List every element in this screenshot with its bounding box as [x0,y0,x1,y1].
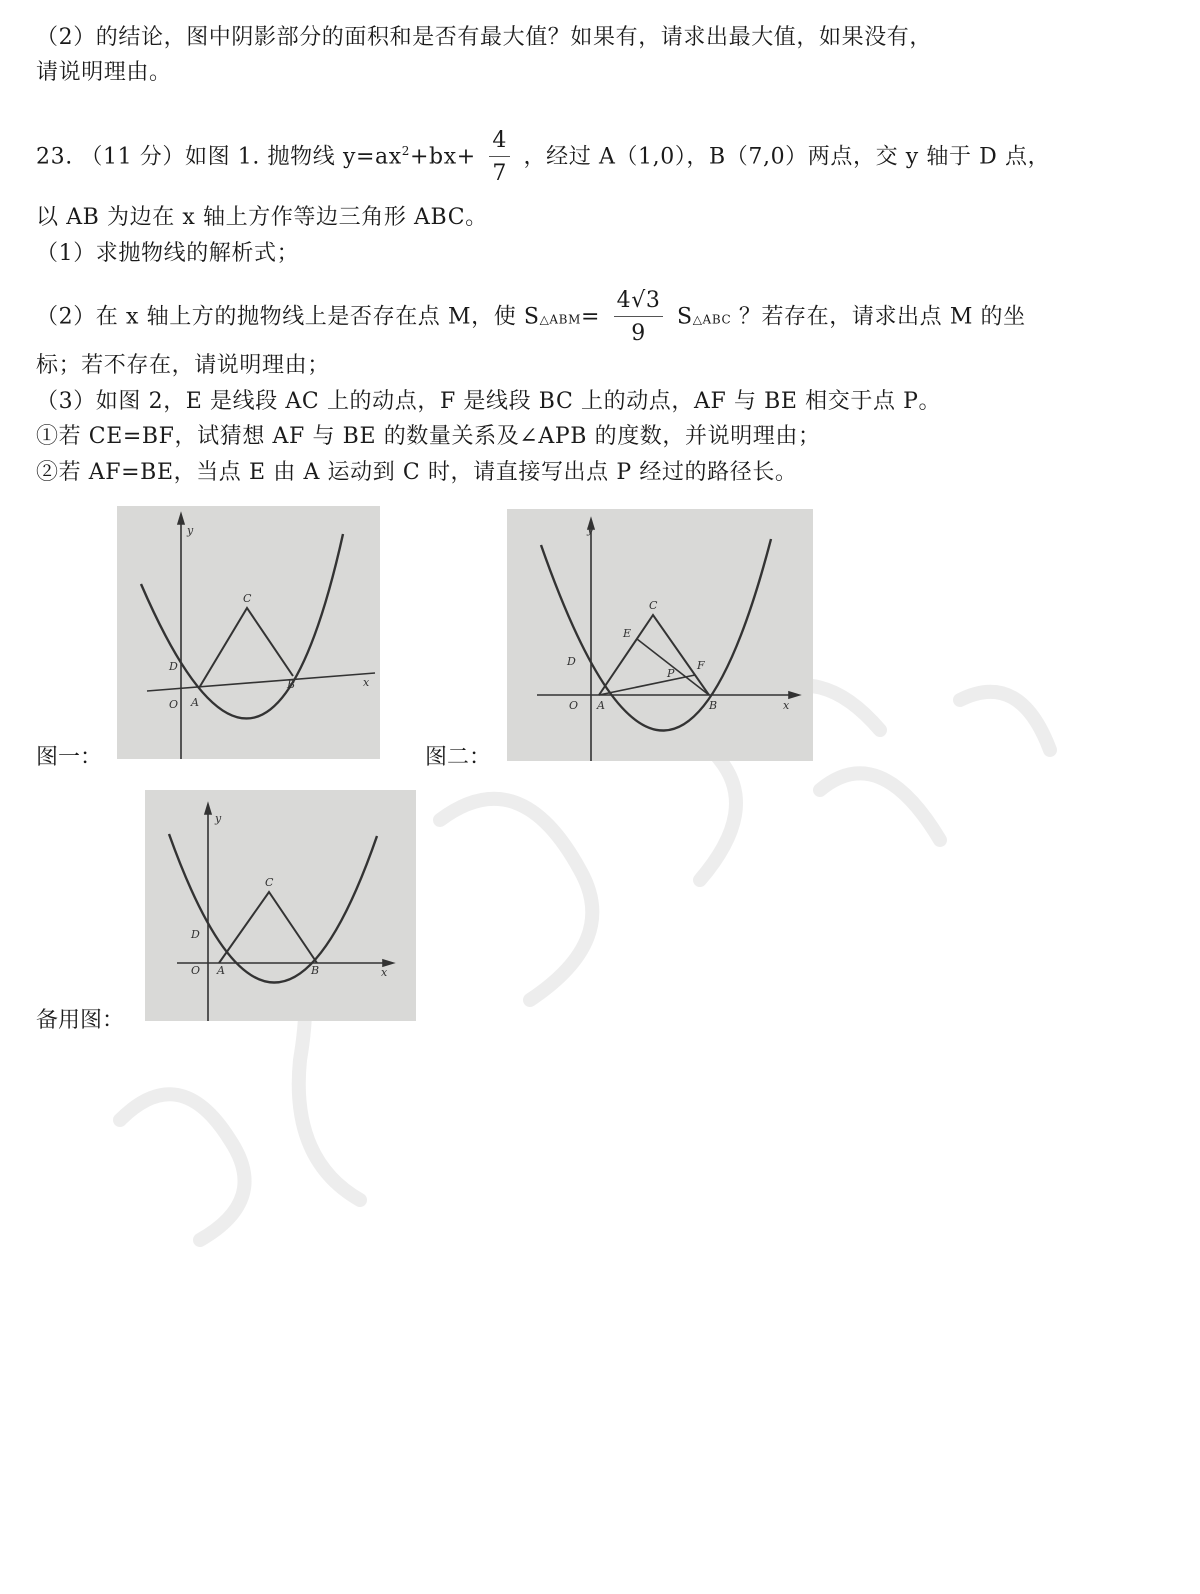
point-p-label: P [667,667,675,680]
spare-figure-caption: 备用图： [36,1008,125,1033]
question-23-mid: +bx+ [409,144,476,170]
fraction-numerator: 4√3 [614,290,664,317]
fraction-denominator: 7 [492,161,507,186]
y-axis-arrow-icon [205,804,211,814]
sub-question-2 [36,290,1026,345]
figure-2 [507,509,813,761]
y-axis-label: y [215,812,222,825]
x-axis-label: x [783,699,790,712]
segment-af [599,675,695,695]
sub-question-2-suffix: ？若存在，请求出点 M 的坐 [738,304,1026,330]
sub-question-3-part-1: ①若 CE=BF，试猜想 AF 与 BE 的数量关系及∠APB 的度数，并说明理由； [36,424,821,449]
point-d-label: D [169,660,178,673]
sub-question-2-prefix: （2）在 x 轴上方的抛物线上是否存在点 M，使 S [36,304,540,330]
exponent: 2 [401,144,410,159]
point-e-label: E [623,627,632,640]
y-axis-arrow-icon [178,514,184,524]
parabola [141,534,343,718]
question-23-prefix: 23. （11 分）如图 1. 抛物线 y=ax [36,144,402,170]
sub-question-3: （3）如图 2，E 是线段 AC 上的动点，F 是线段 BC 上的动点，AF 与 BE 相交于点 P。 [36,389,942,414]
point-c-label: C [649,599,658,612]
area-symbol: S [677,304,693,330]
point-c-label: C [243,592,252,605]
figure-1 [117,506,380,759]
equals-sign: = [580,304,601,330]
point-b-label: B [311,964,320,977]
sub-question-3-part-2: ②若 AF=BE，当点 E 由 A 运动到 C 时，请直接写出点 P 经过的路径长。 [36,460,798,485]
question-text-line: 以 AB 为边在 x 轴上方作等边三角形 ABC。 [36,205,488,230]
origin-label: O [191,964,201,977]
origin-label: O [169,698,179,711]
fraction-denominator: 9 [631,321,646,346]
figure-1-caption: 图一： [36,745,103,770]
x-axis-label: x [381,966,388,979]
point-b-label: B [709,699,718,712]
point-a-label: A [217,964,225,977]
triangle-abc [199,608,293,688]
question-23-header [36,130,1050,185]
fraction-four-sevenths [489,130,510,185]
parabola [169,834,377,983]
fraction-four-root-three-ninths [614,290,664,345]
figure-2-caption: 图二： [425,745,492,770]
point-d-label: D [191,928,200,941]
point-c-label: C [265,876,274,889]
y-axis-label: y [587,523,594,536]
subscript-abc: △ABC [692,312,732,327]
point-a-label: A [597,699,605,712]
point-a-label: A [191,696,199,709]
subscript-abm: △ABM [539,312,581,327]
x-axis-label: x [363,676,370,689]
question-text-line: 标；若不存在，请说明理由； [36,353,330,378]
question-text-line: （2）的结论，图中阴影部分的面积和是否有最大值？如果有，请求出最大值，如果没有， [36,25,932,50]
point-d-label: D [567,655,576,668]
origin-label: O [569,699,579,712]
question-text-line: 请说明理由。 [36,60,172,85]
x-axis-arrow-icon [789,692,799,698]
sub-question-1: （1）求抛物线的解析式； [36,241,300,266]
triangle-abc [219,892,317,963]
spare-figure [145,790,416,1021]
point-b-label: B [287,678,296,691]
y-axis-label: y [187,524,194,537]
fraction-numerator: 4 [489,130,510,157]
question-23-suffix: ，经过 A（1,0），B（7,0）两点，交 y 轴于 D 点， [523,144,1051,170]
point-f-label: F [697,659,705,672]
